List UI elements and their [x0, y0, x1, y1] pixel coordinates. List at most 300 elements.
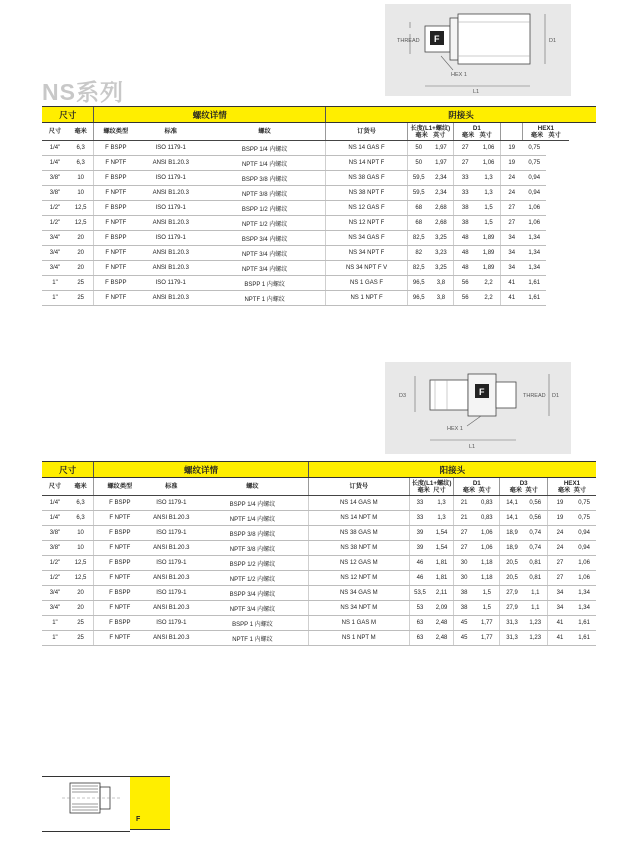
col-length: [409, 478, 453, 496]
table-cell: F NPTF: [94, 216, 137, 231]
table-cell: 1,06: [477, 141, 501, 156]
group-size: 尺寸: [42, 462, 94, 478]
table-cell: 0,75: [572, 511, 596, 526]
legend-f-swatch: [130, 776, 170, 830]
table-cell: 38: [453, 216, 477, 231]
table-cell: ISO 1179-1: [145, 586, 197, 601]
table-cell: BSPP 3/4 内螺纹: [197, 586, 308, 601]
table-cell: NPTF 1/2 内螺纹: [197, 571, 308, 586]
table-cell: 1,61: [572, 616, 596, 631]
table-cell: 1,3: [430, 511, 454, 526]
table-row: [42, 246, 596, 261]
table-cell: 1,77: [474, 631, 500, 646]
table-cell: F BSPP: [94, 586, 146, 601]
table-row: [42, 601, 596, 616]
table-cell: 56: [453, 291, 477, 306]
table-cell: NS 1 NPT M: [308, 631, 409, 646]
table-row: [42, 276, 596, 291]
f-marker-icon: F: [434, 34, 440, 44]
table-cell: ANSI B1.20.3: [137, 216, 204, 231]
table-cell: F BSPP: [94, 526, 146, 541]
table-cell: 45: [454, 616, 474, 631]
table-cell: 1/2": [42, 216, 68, 231]
table-cell: F BSPP: [94, 496, 146, 511]
table-cell: 1,5: [477, 216, 501, 231]
table-cell: BSPP 1 内螺纹: [197, 616, 308, 631]
col-hex-in: 英寸: [573, 486, 587, 494]
table-row: [42, 541, 596, 556]
table-cell: NPTF 1 内螺纹: [204, 291, 325, 306]
table-cell: 1,06: [522, 216, 546, 231]
table-cell: 1,06: [572, 556, 596, 571]
table-cell: NPTF 1/4 内螺纹: [204, 156, 325, 171]
table-cell: ANSI B1.20.3: [145, 631, 197, 646]
table-cell: 6,3: [68, 496, 94, 511]
table-cell: 1": [42, 631, 68, 646]
table-cell: 27: [501, 201, 523, 216]
table-cell: 3/4": [42, 261, 68, 276]
col-standard: 标准: [137, 123, 204, 141]
col-d3: [500, 478, 547, 496]
table-cell: 1,34: [522, 261, 546, 276]
table-cell: 25: [68, 291, 94, 306]
table-row: [42, 201, 596, 216]
table-row: [42, 141, 596, 156]
table-cell: ISO 1179-1: [137, 231, 204, 246]
table-cell: 33: [453, 186, 477, 201]
table-cell: 1,3: [430, 496, 454, 511]
table-cell: 20: [68, 261, 94, 276]
table-cell: 6,3: [68, 141, 94, 156]
table-row: [42, 586, 596, 601]
table-cell: NS 38 NPT M: [308, 541, 409, 556]
table-cell: 6,3: [68, 156, 94, 171]
table-cell: F BSPP: [94, 141, 137, 156]
table-cell: F NPTF: [94, 541, 146, 556]
table-cell: F NPTF: [94, 246, 137, 261]
thread-type-legend: [42, 776, 170, 830]
table-cell: F BSPP: [94, 276, 137, 291]
col-d1-title: D1: [472, 479, 481, 487]
table-cell: 10: [68, 171, 94, 186]
table-cell: 1,89: [477, 231, 501, 246]
table-cell: 12,5: [68, 571, 94, 586]
table-cell: 14,1: [500, 496, 524, 511]
table-cell: BSPP 3/4 内螺纹: [204, 231, 325, 246]
table-cell: 39: [409, 541, 429, 556]
table-row: [42, 171, 596, 186]
table-cell: ISO 1179-1: [137, 276, 204, 291]
table-cell: F NPTF: [94, 186, 137, 201]
table-cell: 1/4": [42, 156, 68, 171]
col-size: 尺寸: [42, 123, 68, 141]
table-cell: ISO 1179-1: [137, 171, 204, 186]
thread-label: THREAD: [523, 393, 546, 399]
table-cell: 1,3: [477, 171, 501, 186]
table-cell: 41: [501, 291, 523, 306]
table-cell: 68: [408, 216, 430, 231]
table-row: [42, 556, 596, 571]
table-cell: ANSI B1.20.3: [145, 541, 197, 556]
col-order-no: 订货号: [308, 478, 409, 496]
table-cell: ANSI B1.20.3: [145, 601, 197, 616]
table-cell: 0,94: [522, 171, 546, 186]
table-cell: 27: [547, 556, 572, 571]
table-cell: 34: [547, 586, 572, 601]
table-cell: 48: [453, 246, 477, 261]
col-d1-in: 英寸: [478, 486, 491, 494]
table-cell: 1": [42, 276, 68, 291]
col-d3-title: D3: [519, 479, 528, 487]
table-cell: 34: [501, 231, 523, 246]
table-row: [42, 511, 596, 526]
table-cell: NS 14 NPT F: [325, 156, 407, 171]
table-cell: 63: [409, 631, 429, 646]
table-cell: 1,06: [572, 571, 596, 586]
table-cell: F NPTF: [94, 291, 137, 306]
table-cell: 48: [453, 261, 477, 276]
col-d1-title: D1: [472, 124, 481, 132]
table-cell: 1,97: [429, 141, 453, 156]
table-cell: 19: [501, 156, 523, 171]
table-cell: 27: [454, 541, 474, 556]
table-row: [42, 231, 596, 246]
col-mm: 毫米: [68, 478, 94, 496]
table-cell: NS 14 NPT M: [308, 511, 409, 526]
table-cell: 3,8: [429, 291, 453, 306]
col-mm: 毫米: [68, 123, 94, 141]
table-cell: 27: [501, 216, 523, 231]
col-hex-title: HEX1: [537, 124, 554, 132]
table-cell: 1,5: [474, 601, 500, 616]
group-female-coupling: 阴接头: [325, 107, 596, 123]
table-cell: 53,5: [409, 586, 429, 601]
table-cell: NS 34 NPT M: [308, 601, 409, 616]
table-cell: NS 12 GAS M: [308, 556, 409, 571]
f-marker-icon: F: [479, 387, 485, 397]
col-thread-type: 螺纹类型: [94, 123, 137, 141]
table-row: [42, 616, 596, 631]
col-d1: [454, 478, 500, 496]
table-row: [42, 156, 596, 171]
table-cell: NPTF 1/2 内螺纹: [204, 216, 325, 231]
table-cell: 1": [42, 616, 68, 631]
table-cell: 3,23: [429, 246, 453, 261]
col-hex: [522, 123, 569, 141]
female-coupling-drawing: [385, 4, 571, 96]
table-cell: 3/8": [42, 186, 68, 201]
table-cell: 1,06: [477, 156, 501, 171]
table-cell: 38: [454, 601, 474, 616]
table-cell: 1,18: [474, 571, 500, 586]
table-cell: 33: [453, 171, 477, 186]
table-cell: 31,3: [500, 631, 524, 646]
col-d3-mm: 毫米: [509, 486, 522, 494]
table-cell: ISO 1179-1: [145, 556, 197, 571]
table-cell: 3,25: [429, 261, 453, 276]
table-cell: 0,75: [522, 156, 546, 171]
table-cell: 25: [68, 631, 94, 646]
table-cell: BSPP 3/8 内螺纹: [197, 526, 308, 541]
table-cell: 68: [408, 201, 430, 216]
table-cell: 20: [68, 246, 94, 261]
table-cell: 33: [409, 511, 429, 526]
table-cell: 24: [501, 186, 523, 201]
col-d1-in: 英寸: [479, 131, 492, 139]
table-cell: 25: [68, 616, 94, 631]
col-length-in: 尺寸: [433, 486, 446, 494]
table-cell: 12,5: [68, 201, 94, 216]
col-length-title: 长度(L1+螺纹): [410, 124, 451, 132]
table-cell: 82,5: [408, 261, 430, 276]
col-length-mm: 毫米: [417, 486, 430, 494]
table-row: [42, 496, 596, 511]
table-cell: 19: [501, 141, 523, 156]
table-cell: 30: [454, 571, 474, 586]
col-d1-mm: 毫米: [461, 131, 475, 139]
col-hex-title: HEX1: [563, 479, 581, 487]
table-cell: 1,34: [572, 586, 596, 601]
table-cell: BSPP 1/2 内螺纹: [204, 201, 325, 216]
table-cell: 1/4": [42, 496, 68, 511]
table-cell: 27,9: [500, 601, 524, 616]
col-d1: [453, 123, 501, 141]
table-cell: 12,5: [68, 556, 94, 571]
male-coupling-drawing: [385, 362, 571, 454]
table-cell: 63: [409, 616, 429, 631]
table-cell: NS 34 GAS F: [325, 231, 407, 246]
table-cell: 10: [68, 526, 94, 541]
table-row: [42, 631, 596, 646]
col-size: 尺寸: [42, 478, 68, 496]
table-cell: 2,48: [430, 616, 454, 631]
table-cell: NS 1 GAS F: [325, 276, 407, 291]
table-cell: 2,11: [430, 586, 454, 601]
table-cell: 0,94: [572, 526, 596, 541]
table-cell: NPTF 3/8 内螺纹: [204, 186, 325, 201]
table-cell: 0,94: [522, 186, 546, 201]
table-cell: 1,89: [477, 246, 501, 261]
col-length-title: 长度(L1+螺纹): [411, 479, 452, 487]
table-cell: F BSPP: [94, 231, 137, 246]
group-thread-details: 螺纹详情: [94, 462, 308, 478]
table-cell: ANSI B1.20.3: [145, 571, 197, 586]
group-male-coupling: 阳接头: [308, 462, 596, 478]
table-cell: 1,34: [572, 601, 596, 616]
table-cell: NS 38 GAS F: [325, 171, 407, 186]
d3-label: D3: [399, 393, 407, 399]
table-cell: 1,3: [477, 186, 501, 201]
table-cell: 2,68: [429, 201, 453, 216]
table-cell: 19: [547, 496, 572, 511]
table-row: [42, 216, 596, 231]
table-cell: 1,81: [430, 556, 454, 571]
female-thread-section-icon: [42, 776, 130, 832]
table-cell: 3/4": [42, 231, 68, 246]
table-cell: 2,48: [430, 631, 454, 646]
table-cell: F NPTF: [94, 156, 137, 171]
table-cell: F BSPP: [94, 556, 146, 571]
col-hex-in: 英寸: [548, 131, 561, 139]
table-cell: 27: [454, 526, 474, 541]
col-length: [408, 123, 453, 141]
table-cell: NS 12 NPT F: [325, 216, 407, 231]
table-cell: 1/4": [42, 511, 68, 526]
table-cell: 1,5: [474, 586, 500, 601]
table-cell: 53: [409, 601, 429, 616]
table-cell: 27: [547, 571, 572, 586]
table-cell: 1/2": [42, 556, 68, 571]
table-cell: 0,83: [474, 496, 500, 511]
table-cell: 1,54: [430, 541, 454, 556]
table-cell: 3/4": [42, 586, 68, 601]
table-cell: 59,5: [408, 186, 430, 201]
table-cell: 1/2": [42, 201, 68, 216]
table-cell: 45: [454, 631, 474, 646]
col-length-mm: 毫米: [415, 131, 428, 139]
table-cell: 1,97: [429, 156, 453, 171]
group-thread-details: 螺纹详情: [94, 107, 326, 123]
table-cell: 0,81: [524, 556, 548, 571]
table-cell: NS 34 GAS M: [308, 586, 409, 601]
table-cell: 27,9: [500, 586, 524, 601]
table-cell: 34: [547, 601, 572, 616]
table-cell: BSPP 3/8 内螺纹: [204, 171, 325, 186]
series-title: NS系列: [42, 79, 124, 105]
table-cell: 3/8": [42, 541, 68, 556]
table-cell: 41: [547, 631, 572, 646]
table-cell: 21: [454, 496, 474, 511]
thread-label: THREAD: [397, 38, 420, 44]
table-cell: F NPTF: [94, 261, 137, 276]
table-cell: 48: [453, 231, 477, 246]
group-size: 尺寸: [42, 107, 94, 123]
d1-label: D1: [552, 393, 560, 399]
table-cell: F BSPP: [94, 171, 137, 186]
table-cell: 0,74: [524, 541, 548, 556]
table-cell: 50: [408, 156, 430, 171]
table-cell: BSPP 1/4 内螺纹: [197, 496, 308, 511]
table-cell: 20: [68, 231, 94, 246]
table-cell: ISO 1179-1: [145, 496, 197, 511]
table-cell: 10: [68, 186, 94, 201]
table-cell: 30: [454, 556, 474, 571]
table-cell: 59,5: [408, 171, 430, 186]
table-cell: 0,75: [572, 496, 596, 511]
col-d1-mm: 毫米: [462, 486, 476, 494]
table-row: [42, 526, 596, 541]
table-cell: 0,75: [522, 141, 546, 156]
table-cell: NPTF 3/4 内螺纹: [204, 246, 325, 261]
table-cell: 24: [547, 541, 572, 556]
table-cell: 1,18: [474, 556, 500, 571]
table-cell: 1/2": [42, 571, 68, 586]
table-cell: 3/4": [42, 246, 68, 261]
table-cell: ANSI B1.20.3: [137, 156, 204, 171]
table-cell: 1": [42, 291, 68, 306]
table-cell: 0,74: [524, 526, 548, 541]
table-cell: 1,61: [522, 276, 546, 291]
legend-f-label: F: [136, 816, 141, 823]
table-cell: ANSI B1.20.3: [145, 511, 197, 526]
table-cell: F NPTF: [94, 571, 146, 586]
table-cell: 14,1: [500, 511, 524, 526]
table-cell: 1,5: [477, 201, 501, 216]
table-cell: 1,81: [430, 571, 454, 586]
col-hex: [547, 478, 596, 496]
table-cell: 1,1: [524, 586, 548, 601]
table-cell: 31,3: [500, 616, 524, 631]
table-cell: BSPP 1 内螺纹: [204, 276, 325, 291]
table-cell: 41: [501, 276, 523, 291]
table-cell: 96,5: [408, 276, 430, 291]
table-cell: NPTF 1/4 内螺纹: [197, 511, 308, 526]
table-cell: 46: [409, 571, 429, 586]
table-cell: 0,94: [572, 541, 596, 556]
table-cell: NS 12 NPT M: [308, 571, 409, 586]
table-cell: 3/8": [42, 171, 68, 186]
hex-label: HEX 1: [447, 426, 463, 432]
table-cell: NS 14 GAS F: [325, 141, 407, 156]
table-cell: NS 14 GAS M: [308, 496, 409, 511]
table-cell: 2,34: [429, 171, 453, 186]
table-cell: NPTF 1 内螺纹: [197, 631, 308, 646]
col-standard: 标准: [145, 478, 197, 496]
table-cell: 2,09: [430, 601, 454, 616]
table-cell: 3,8: [429, 276, 453, 291]
table-cell: 2,2: [477, 276, 501, 291]
table-cell: F BSPP: [94, 201, 137, 216]
table-cell: NS 38 GAS M: [308, 526, 409, 541]
table-cell: ANSI B1.20.3: [137, 261, 204, 276]
table-cell: 34: [501, 261, 523, 276]
table-cell: 50: [408, 141, 430, 156]
table-cell: 1,61: [572, 631, 596, 646]
table-cell: F NPTF: [94, 511, 146, 526]
table-cell: 3,25: [429, 231, 453, 246]
table-cell: 1,1: [524, 601, 548, 616]
table-cell: NPTF 3/4 内螺纹: [197, 601, 308, 616]
table-cell: 1,23: [524, 631, 548, 646]
table-cell: F BSPP: [94, 616, 146, 631]
table-cell: 1,77: [474, 616, 500, 631]
table-cell: 10: [68, 541, 94, 556]
table-cell: 1,34: [522, 231, 546, 246]
table-cell: 1,61: [522, 291, 546, 306]
table-cell: 21: [454, 511, 474, 526]
table-cell: 38: [454, 586, 474, 601]
table-cell: 2,68: [429, 216, 453, 231]
table-cell: 1,23: [524, 616, 548, 631]
table-cell: 18,9: [500, 541, 524, 556]
col-thread: 螺纹: [197, 478, 308, 496]
table-cell: 18,9: [500, 526, 524, 541]
table-cell: ANSI B1.20.3: [137, 186, 204, 201]
female-coupling-table: [42, 106, 596, 306]
table-row: [42, 291, 596, 306]
table-cell: 56: [453, 276, 477, 291]
table-cell: 19: [547, 511, 572, 526]
table-cell: 82,5: [408, 231, 430, 246]
male-coupling-table: [42, 461, 596, 646]
table-cell: NS 1 GAS M: [308, 616, 409, 631]
l1-label: L1: [469, 444, 476, 450]
table-cell: 3/4": [42, 601, 68, 616]
col-length-in: 英寸: [432, 131, 446, 139]
table-cell: 25: [68, 276, 94, 291]
table-cell: 0,81: [524, 571, 548, 586]
table-cell: 33: [409, 496, 429, 511]
